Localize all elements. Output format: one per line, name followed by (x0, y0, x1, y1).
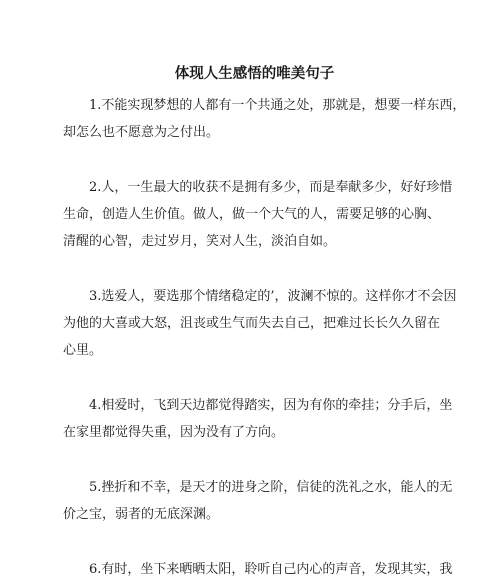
paragraph-2 (63, 174, 453, 255)
paragraph-line: 4.相爱时，飞到天边都觉得踏实，因为有你的牵挂；分手后，坐 (89, 398, 453, 413)
paragraph-line: 心里。 (63, 343, 103, 358)
paragraph-line: 3.选爱人，要选那个情绪稳定的’，波澜不惊的。这样你才不会因 (89, 289, 457, 304)
paragraph-line: 1.不能实现梦想的人都有一个共通之处，那就是，想要一样东西， (89, 98, 466, 113)
paragraph-3 (63, 283, 457, 364)
paragraph-line: 为他的大喜或大怒，沮丧或生气而失去自己，把难过长长久久留在 (63, 316, 441, 331)
paragraph-line: 却怎么也不愿意为之付出。 (63, 125, 220, 140)
paragraph-line: 在家里都觉得失重，因为没有了方向。 (63, 425, 285, 440)
paragraph-line: 清醒的心智，走过岁月，笑对人生，淡泊自如。 (63, 234, 337, 249)
paragraph-line: 5.挫折和不幸，是天才的进身之阶，信徒的洗礼之水，能人的无 (89, 480, 453, 495)
paragraph-5 (63, 474, 453, 528)
paragraph-line: 价之宝，弱者的无底深渊。 (63, 507, 220, 522)
document-title: 体现人生感悟的唯美句子 (174, 65, 335, 82)
paragraph-6 (63, 556, 453, 583)
paragraph-line: 2.人，一生最大的收获不是拥有多少，而是奉献多少，好好珍惜 (89, 180, 453, 195)
paragraph-1 (63, 92, 466, 146)
paragraph-4 (63, 392, 453, 446)
paragraph-line: 生命，创造人生价值。做人，做一个大气的人，需要足够的心胸、 (63, 207, 441, 222)
paragraph-line: 6.有时，坐下来晒晒太阳，聆听自己内心的声音，发现其实，我 (89, 562, 453, 577)
